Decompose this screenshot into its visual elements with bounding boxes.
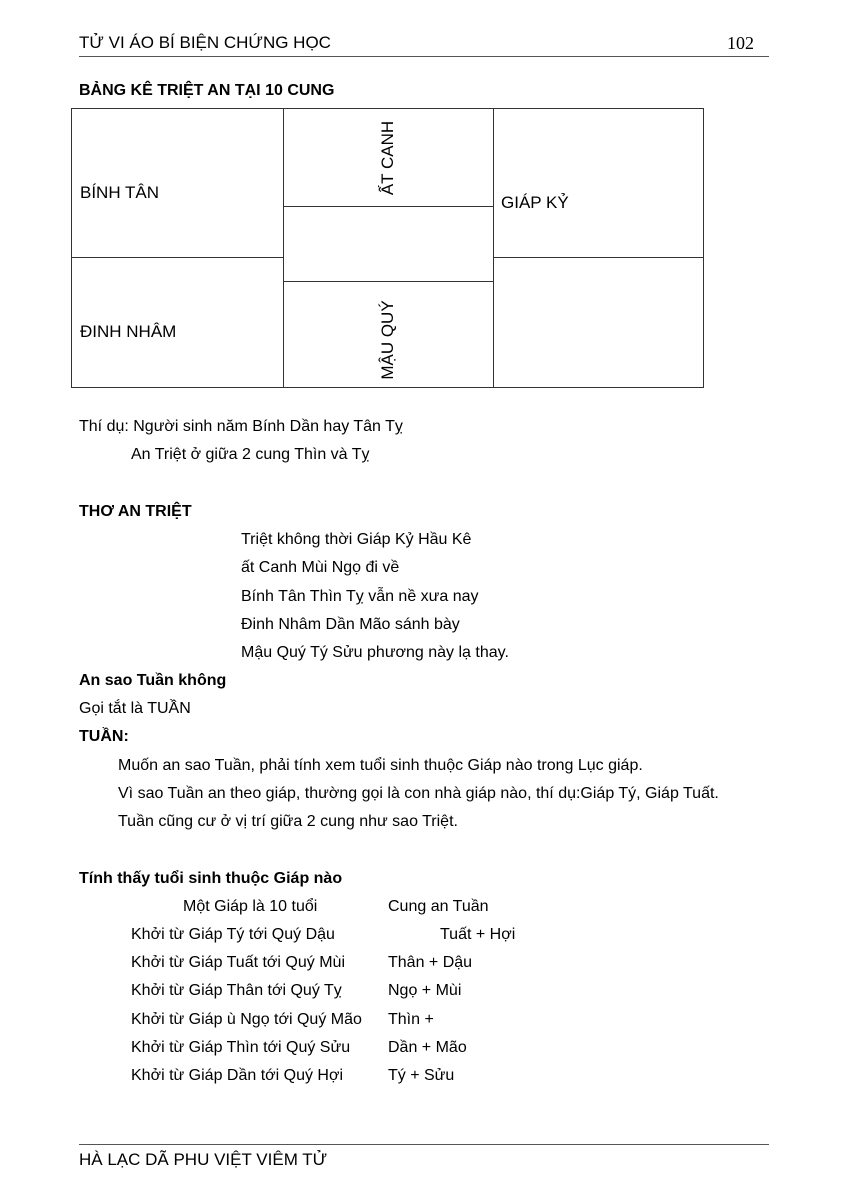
tuan-paragraph: Tuần cũng cư ở vị trí giữa 2 cung như sao Triệt.	[118, 813, 458, 830]
poem-line: Mậu Quý Tý Sửu phương này lạ thay.	[241, 644, 509, 661]
giap-row-right: Tuất + Hợi	[440, 926, 516, 943]
cell-bottom-right	[493, 257, 704, 388]
giap-table-header-right: Cung an Tuần	[388, 898, 489, 915]
poem-title: THƠ AN TRIỆT	[79, 503, 192, 520]
footer-rule	[79, 1144, 769, 1145]
triet-table-title: BẢNG KÊ TRIỆT AN TẠI 10 CUNG	[79, 82, 335, 99]
cell-middle-top	[283, 108, 494, 207]
cell-label-binh-tan: BÍNH TÂN	[80, 183, 160, 202]
giap-row-right: Thân + Dậu	[388, 954, 473, 971]
giap-table-title: Tính thấy tuổi sinh thuộc Giáp nào	[79, 870, 343, 887]
tuan-paragraph: Muốn an sao Tuần, phải tính xem tuổi sinh thuộc Giáp nào trong Lục giáp.	[118, 757, 643, 774]
cell-middle-bottom	[283, 281, 494, 388]
giap-table-header-left: Một Giáp là 10 tuổi	[183, 898, 318, 915]
example-line-1: Thí dụ: Người sinh năm Bính Dần hay Tân Tỵ	[79, 418, 403, 435]
poem-line: ất Canh Mùi Ngọ đi về	[241, 559, 400, 576]
poem-line: Đinh Nhâm Dần Mão sánh bày	[241, 616, 460, 633]
cell-label-mau-quy: MẬU QUÝ	[378, 300, 397, 380]
giap-row-right: Dần + Mão	[388, 1039, 467, 1056]
giap-row-left: Khởi từ Giáp Thìn tới Quý Sửu	[131, 1039, 351, 1056]
page-header-title: TỬ VI ÁO BÍ BIỆN CHỨNG HỌC	[79, 33, 331, 52]
tuan-heading: An sao Tuần không	[79, 672, 227, 689]
page-number: 102	[727, 33, 754, 53]
header-rule	[79, 56, 769, 57]
tuan-paragraph: Vì sao Tuần an theo giáp, thường gọi là con nhà giáp nào, thí dụ:Giáp Tý, Giáp Tuất.	[118, 785, 719, 802]
cell-top-right	[493, 108, 704, 258]
giap-row-left: Khởi từ Giáp Dần tới Quý Hợi	[131, 1067, 344, 1084]
giap-row-left: Khởi từ Giáp Tý tới Quý Dậu	[131, 926, 335, 943]
example-line-2: An Triệt ở giữa 2 cung Thìn và Tỵ	[131, 446, 370, 463]
giap-row-right: Ngọ + Mùi	[388, 982, 462, 999]
poem-line: Triệt không thời Giáp Kỷ Hầu Kê	[241, 531, 472, 548]
tuan-label: TUẦN:	[79, 728, 129, 745]
page-footer: HÀ LẠC DÃ PHU VIỆT VIÊM TỬ	[79, 1150, 328, 1169]
cell-middle-center	[283, 206, 494, 282]
cell-bottom-left	[71, 257, 284, 388]
cell-label-giap-ky: GIÁP KỶ	[501, 193, 569, 212]
giap-row-right: Thìn +	[388, 1011, 434, 1028]
poem-line: Bính Tân Thìn Tỵ vẫn nề xưa nay	[241, 588, 479, 605]
giap-row-left: Khởi từ Giáp Thân tới Quý Tỵ	[131, 982, 342, 999]
giap-row-right: Tý + Sửu	[388, 1067, 455, 1084]
tuan-subtitle: Gọi tắt là TUẦN	[79, 700, 191, 717]
giap-row-left: Khởi từ Giáp ù Ngọ tới Quý Mão	[131, 1011, 362, 1028]
giap-row-left: Khởi từ Giáp Tuất tới Quý Mùi	[131, 954, 345, 971]
cell-label-dinh-nham: ĐINH NHÂM	[80, 322, 177, 341]
cell-label-at-canh: ẤT CANH	[378, 120, 397, 196]
cell-top-left	[71, 108, 284, 258]
